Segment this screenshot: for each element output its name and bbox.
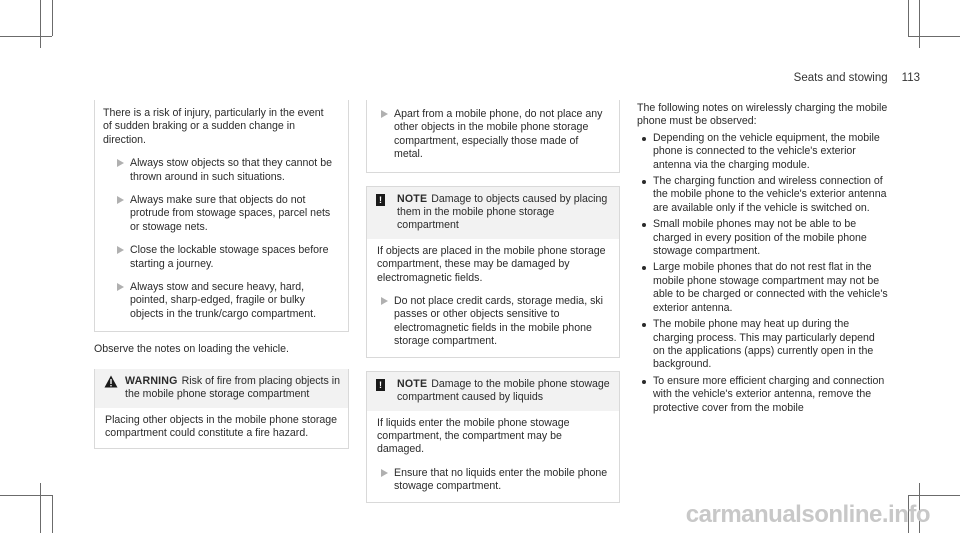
safety-box bbox=[94, 100, 349, 332]
observe-text: Observe the notes on loading the vehicle. bbox=[94, 343, 289, 356]
list-item bbox=[103, 157, 340, 184]
continued-box bbox=[366, 100, 620, 173]
note-title: Damage to objects caused by placing them in the mobile phone storage compartment bbox=[397, 192, 608, 232]
box-intro: There is a risk of injury, particularly in the event of sudden braking or a sudden change in direction. bbox=[103, 107, 324, 146]
column-1 bbox=[94, 100, 349, 449]
triangle-bullet-icon bbox=[117, 246, 124, 254]
crop-mark bbox=[0, 36, 52, 37]
warning-header bbox=[95, 369, 348, 408]
crop-mark bbox=[52, 0, 53, 36]
exclamation-icon: ! bbox=[376, 194, 385, 206]
bullet-dot bbox=[642, 180, 646, 184]
note-title: Damage to the mobile phone stowage compartment caused by liquids bbox=[397, 377, 610, 404]
triangle-bullet-icon bbox=[381, 469, 388, 477]
note-box-2 bbox=[366, 371, 620, 503]
section-title: Seats and stowing bbox=[793, 72, 888, 84]
crop-mark bbox=[908, 495, 960, 496]
bullet-text: Depending on the vehicle equipment, the mobile phone is connected to the vehicle's exterior antenna via the charging module. bbox=[653, 131, 880, 171]
crop-mark bbox=[908, 0, 909, 36]
note-box-1 bbox=[366, 186, 620, 358]
list-item-text: Apart from a mobile phone, do not place any other objects in the mobile phone storage compartment, especially those made of metal. bbox=[394, 108, 603, 161]
note-header bbox=[367, 372, 619, 411]
warning-keyword: WARNING bbox=[125, 374, 178, 387]
warning-triangle-icon bbox=[104, 375, 118, 388]
bullet-item bbox=[637, 261, 889, 315]
list-item bbox=[367, 108, 609, 162]
bullet-dot bbox=[642, 266, 646, 270]
note-body: If objects are placed in the mobile phone storage compartment, these may be damaged by electromagnetic fields. bbox=[377, 244, 606, 284]
bullet-item bbox=[637, 132, 889, 172]
list-item bbox=[103, 194, 340, 234]
warning-body: Placing other objects in the mobile phone storage compartment could constitute a fire hazard. bbox=[105, 413, 338, 439]
bullet-item bbox=[637, 175, 889, 215]
list-item bbox=[367, 295, 609, 349]
exclamation-icon: ! bbox=[376, 379, 385, 391]
bullet-text: The charging function and wireless connection of the mobile phone to the vehicle's exterior antenna are available only if the vehicle is switched on. bbox=[653, 175, 887, 214]
bullet-dot bbox=[642, 380, 646, 384]
page-header bbox=[794, 72, 920, 84]
bullet-dot bbox=[642, 223, 646, 227]
bullet-text: The mobile phone may heat up during the charging process. This may particularly depend on the applications (apps) currently open in the background. bbox=[653, 318, 875, 371]
bullet-dot bbox=[642, 137, 646, 141]
bullet-text: Small mobile phones may not be able to be charged in every position of the mobile phone stowage compartment. bbox=[653, 218, 867, 258]
triangle-bullet-icon bbox=[381, 297, 388, 305]
bullet-item bbox=[637, 375, 889, 415]
watermark: carmanualsonline.info bbox=[685, 501, 930, 528]
crop-mark bbox=[919, 0, 920, 48]
triangle-bullet-icon bbox=[117, 159, 124, 167]
list-item-text: Do not place credit cards, storage media, ski passes or other objects sensitive to electromagnetic fields in the mobile phone storage compartment. bbox=[394, 295, 604, 348]
list-item-text: Always stow objects so that they cannot be thrown around in such situations. bbox=[130, 157, 332, 183]
bullet-dot bbox=[642, 323, 646, 327]
column-3 bbox=[637, 102, 889, 415]
wireless-intro: The following notes on wirelessly charging the mobile phone must be observed: bbox=[637, 102, 888, 128]
note-header bbox=[367, 187, 619, 239]
list-item-text: Always make sure that objects do not protrude from stowage spaces, parcel nets or stowage nets. bbox=[130, 194, 331, 233]
crop-mark bbox=[908, 36, 960, 37]
list-item-text: Always stow and secure heavy, hard, pointed, sharp-edged, fragile or bulky objects in the trunk/cargo compartment. bbox=[130, 281, 317, 320]
list-item bbox=[103, 281, 340, 321]
page-number: 113 bbox=[901, 72, 920, 84]
warning-title: Risk of fire from placing objects in the mobile phone storage compartment bbox=[125, 374, 340, 401]
column-2 bbox=[366, 100, 620, 503]
bullet-text: To ensure more efficient charging and connection with the vehicle's exterior antenna, remove the protective cover from the mobile bbox=[653, 374, 885, 414]
triangle-bullet-icon bbox=[117, 283, 124, 291]
crop-mark bbox=[40, 483, 41, 533]
triangle-bullet-icon bbox=[381, 110, 388, 118]
warning-box bbox=[94, 369, 349, 450]
bullet-item bbox=[637, 218, 889, 258]
bullet-text: Large mobile phones that do not rest flat in the mobile phone stowage compartment may not be able to be charged or connected with the vehicle's exterior antenna. bbox=[653, 261, 888, 314]
list-item bbox=[367, 467, 609, 494]
list-item bbox=[103, 244, 340, 271]
list-item-text: Ensure that no liquids enter the mobile phone stowage compartment. bbox=[394, 466, 608, 493]
crop-mark bbox=[0, 495, 52, 496]
note-keyword: NOTE bbox=[397, 192, 428, 205]
list-item-text: Close the lockable stowage spaces before starting a journey. bbox=[130, 244, 329, 270]
note-keyword: NOTE bbox=[397, 377, 428, 390]
triangle-bullet-icon bbox=[117, 196, 124, 204]
crop-mark bbox=[52, 495, 53, 533]
crop-mark bbox=[40, 0, 41, 48]
bullet-item bbox=[637, 318, 889, 372]
note-body: If liquids enter the mobile phone stowage compartment, the compartment may be damaged. bbox=[377, 416, 570, 456]
